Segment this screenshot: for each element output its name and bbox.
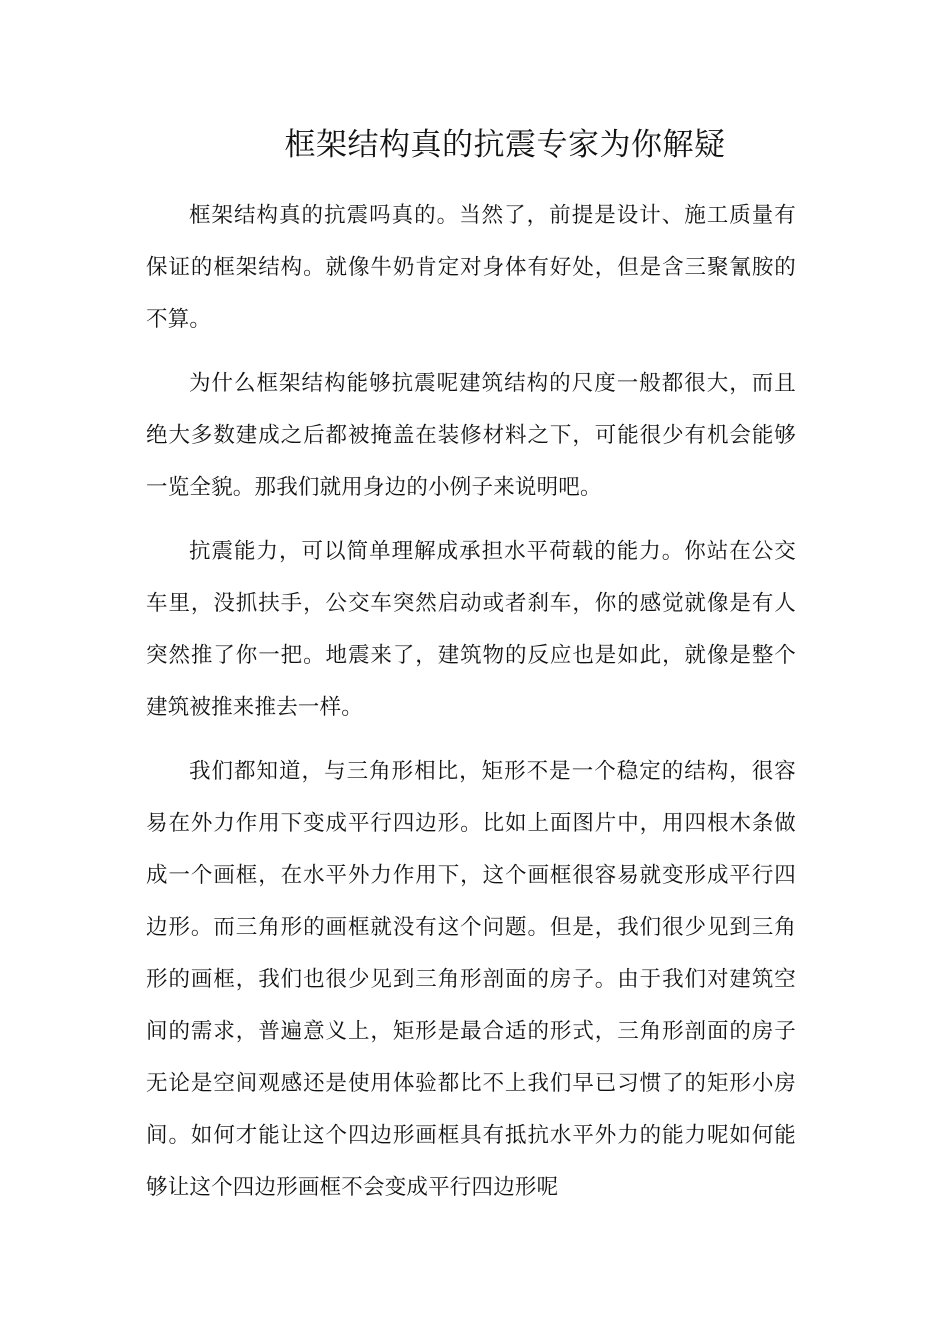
paragraph-4: 我们都知道，与三角形相比，矩形不是一个稳定的结构，很容易在外力作用下变成平行四边形。比如上面图片中，用四根木条做成一个画框，在水平外力作用下，这个画框很容易就变形成平行四边形。而三角形的画框就没有这个问题。但是，我们很少见到三角形的画框，我们也很少见到三角形剖面的房子。由于我们对建筑空间的需求，普遍意义上，矩形是最合适的形式，三角形剖面的房子无论是空间观感还是使用体验都比不上我们早已习惯了的矩形小房间。如何才能让这个四边形画框具有抵抗水平外力的能力呢如何能够让这个四边形画框不会变成平行四边形呢 xyxy=(146,759,796,1200)
paragraph-1: 框架结构真的抗震吗真的。当然了，前提是设计、施工质量有保证的框架结构。就像牛奶肯定对身体有好处，但是含三聚氰胺的不算。 xyxy=(146,203,796,332)
paragraph-3: 抗震能力，可以简单理解成承担水平荷载的能力。你站在公交车里，没抓扶手，公交车突然启动或者刹车，你的感觉就像是有人突然推了你一把。地震来了，建筑物的反应也是如此，就像是整个建筑被推来推去一样。 xyxy=(146,539,796,720)
paragraph-2: 为什么框架结构能够抗震呢建筑结构的尺度一般都很大，而且绝大多数建成之后都被掩盖在装修材料之下，可能很少有机会能够一览全貌。那我们就用身边的小例子来说明吧。 xyxy=(146,371,796,500)
document-body xyxy=(146,190,796,1226)
document-title: 框架结构真的抗震专家为你解疑 xyxy=(284,127,726,163)
